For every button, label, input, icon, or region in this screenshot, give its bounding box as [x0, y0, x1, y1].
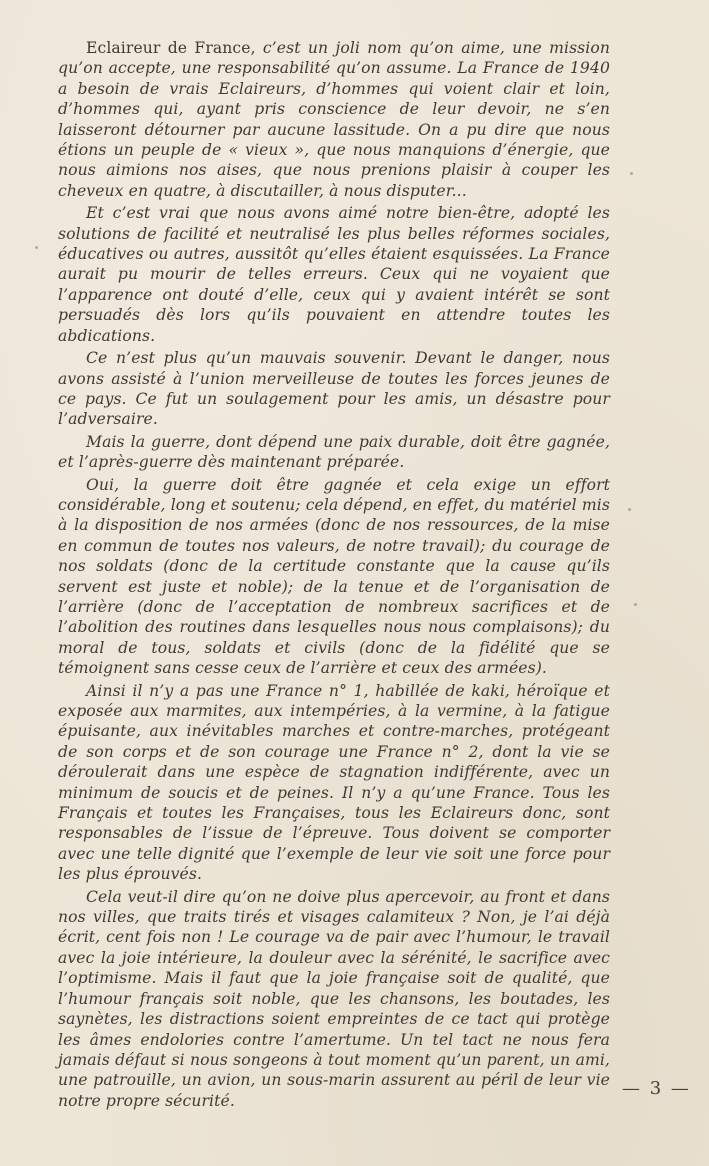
paragraph-5: Oui, la guerre doit être gagnée et cela exige un effort considérable, long et soutenu; cela dépend, en effet, du matériel mis à la disposition de nos armées (donc de nos ressources, de la mise en commun de toutes nos valeurs, de notre travail); du courage de nos soldats (donc de la certitude constante que la cause qu’ils servent est juste et noble); de la tenue et de l’organisation de l’arrière (donc de l’acceptation de nombreux sacrifices et de l’abolition des routines dans lesquelles nous nous complaisons); du moral de tous, soldats et civils (donc de la fidélité que se témoignent sans cesse ceux de l’arrière et ceux des armées). [58, 475, 610, 678]
paper-speck-2 [634, 603, 637, 606]
paper-speck-4 [630, 172, 633, 175]
paragraph-1-lead: Eclaireur de France, [86, 39, 263, 57]
paragraph-7: Cela veut-il dire qu’on ne doive plus apercevoir, au front et dans nos villes, que traits tirés et visages calamiteux ? Non, je l’ai déjà écrit, cent fois non ! Le courage va de pair avec l’humour, le travail avec la joie intérieure, la douleur avec la sérénité, le sacrifice avec l’optimisme. Mais il faut que la joie française soit de qualité, que l’humour français soit noble, que les chansons, les boutades, les saynètes, les distractions soient empreintes de ce tact qui protège les âmes endolories contre l’amertume. Un tel tact ne nous fera jamais défaut si nous songeons à tout moment qu’un parent, un ami, une patrouille, un avion, un sous-marin assurent au péril de leur vie notre propre sécurité. [58, 887, 610, 1110]
paper-speck-1 [35, 246, 38, 249]
paragraph-2: Et c’est vrai que nous avons aimé notre bien-être, adopté les solutions de facilité et neutralisé les plus belles réformes sociales, éducatives ou autres, aussitôt qu’elles étaient esquissées. La France aurait pu mourir de telles erreurs. Ceux qui ne voyaient que l’apparence ont douté d’elle, ceux qui y avaient intérêt se sont persuadés dès lors qu’ils pouvaient en attendre toutes les abdications. [58, 204, 610, 345]
paragraph-1-text: c’est un joli nom qu’on aime, une mission qu’on accepte, une responsabilité qu’on assume. La France de 1940 a besoin de vrais Eclaireurs, d’hommes qui voient clair et loin, d’hommes qui, ayant pris conscience de leur devoir, ne s’en laisseront détourner par aucune lassitude. On a pu dire que nous étions un peuple de « vieux », que nous manquions d’énergie, que nous aimions nos aises, que nous prenions plaisir à couper les cheveux en quatre, à discutailler, à nous disputer... [58, 39, 611, 200]
paragraph-6: Ainsi il n’y a pas une France n° 1, habillée de kaki, héroïque et exposée aux marmites, aux intempéries, à la vermine, à la fatigue épuisante, aux inévitables marches et contre-marches, protégeant de son corps et de son courage une France n° 2, dont la vie se déroulerait dans une espèce de stagnation indifférente, avec un minimum de soucis et de peines. Il n’y a qu’une France. Tous les Français et toutes les Françaises, tous les Eclaireurs donc, sont responsables de l’issue de l’épreuve. Tous doivent se comporter avec une telle dignité que l’exemple de leur vie soit une force pour les plus éprouvés. [58, 681, 610, 884]
paragraph-4: Mais la guerre, dont dépend une paix durable, doit être gagnée, et l’après-guerre dès maintenant préparée. [58, 432, 610, 472]
paragraph-3: Ce n’est plus qu’un mauvais souvenir. Devant le danger, nous avons assisté à l’union merveilleuse de toutes les forces jeunes de ce pays. Ce fut un soulagement pour les amis, un désastre pour l’adversaire. [58, 349, 610, 429]
paper-speck-3 [628, 508, 631, 511]
paragraph-1 [58, 38, 610, 201]
body-text [58, 38, 610, 1113]
page-number: — 3 — [622, 1078, 691, 1099]
